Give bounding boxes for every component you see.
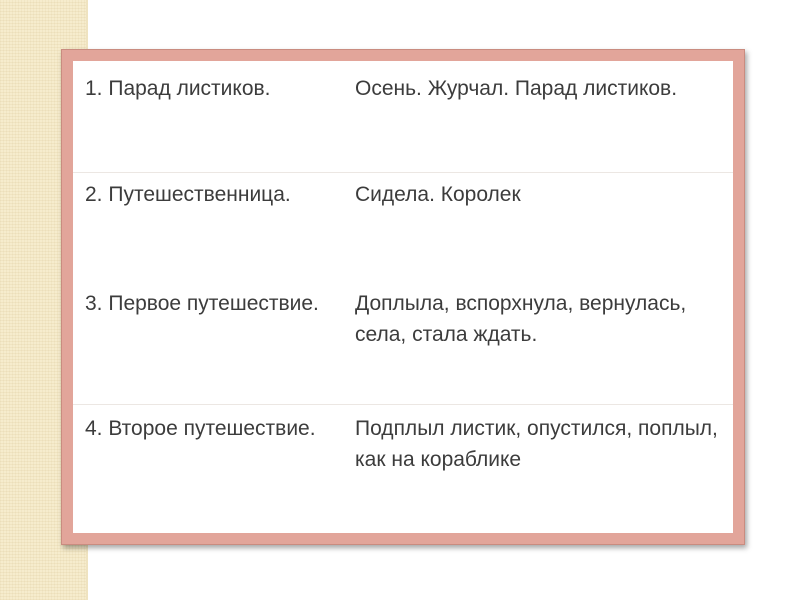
- table-row: [73, 173, 733, 283]
- table-cell-keywords: Подплыл листик, опустился, поплыл, как на кораблике: [355, 417, 718, 471]
- table-cell-title: 2. Путешественница.: [85, 183, 291, 206]
- table-frame: [61, 49, 745, 545]
- table-cell-keywords: Сидела. Королек: [355, 183, 521, 206]
- table-cell-title: 3. Первое путешествие.: [85, 292, 319, 315]
- table-row: [73, 405, 733, 529]
- table-cell-title: 4. Второе путешествие.: [85, 417, 316, 440]
- content-table: [73, 61, 733, 529]
- table-cell-title: 1. Парад листиков.: [85, 77, 271, 100]
- table-cell-keywords: Осень. Журчал. Парад листиков.: [355, 77, 678, 100]
- table-cell-keywords: Доплыла, вспорхнула, вернулась, села, стала ждать.: [355, 292, 687, 346]
- table-row: [73, 61, 733, 173]
- table-row: [73, 283, 733, 405]
